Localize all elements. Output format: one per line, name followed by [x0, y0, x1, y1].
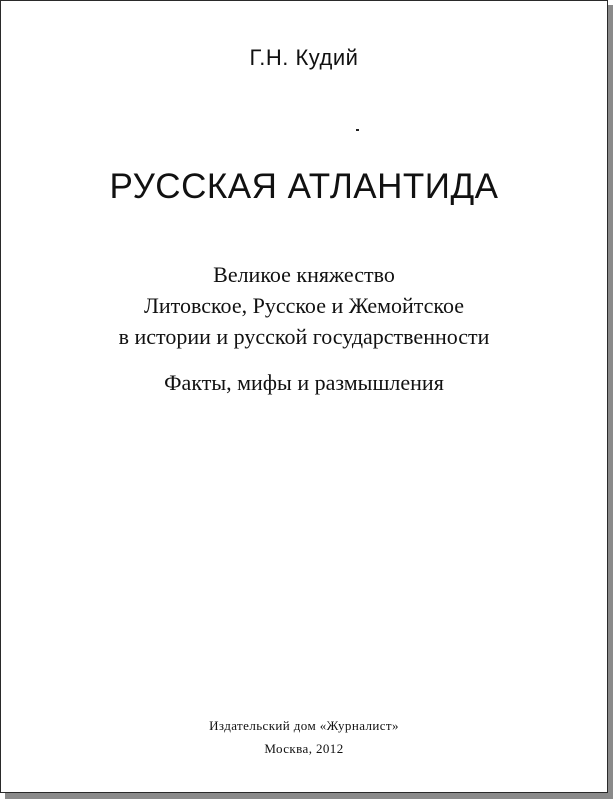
page-shadow-right: [608, 5, 613, 798]
subtitle-extra: Факты, мифы и размышления: [164, 370, 444, 395]
ink-speck: [356, 129, 359, 131]
author-name: Г.Н. Кудий: [249, 45, 359, 70]
subtitle-line-1: Великое княжество: [213, 262, 395, 287]
publication-city-year: Москва, 2012: [264, 741, 344, 756]
subtitle-line-2: Литовское, Русское и Жемойтское: [143, 293, 465, 318]
subtitle-line-3: в истории и русской государственности: [118, 324, 490, 349]
book-title: РУССКАЯ АТЛАНТИДА: [109, 167, 499, 206]
page-shadow-bottom: [5, 793, 613, 799]
publisher-name: Издательский дом «Журналист»: [209, 718, 399, 733]
